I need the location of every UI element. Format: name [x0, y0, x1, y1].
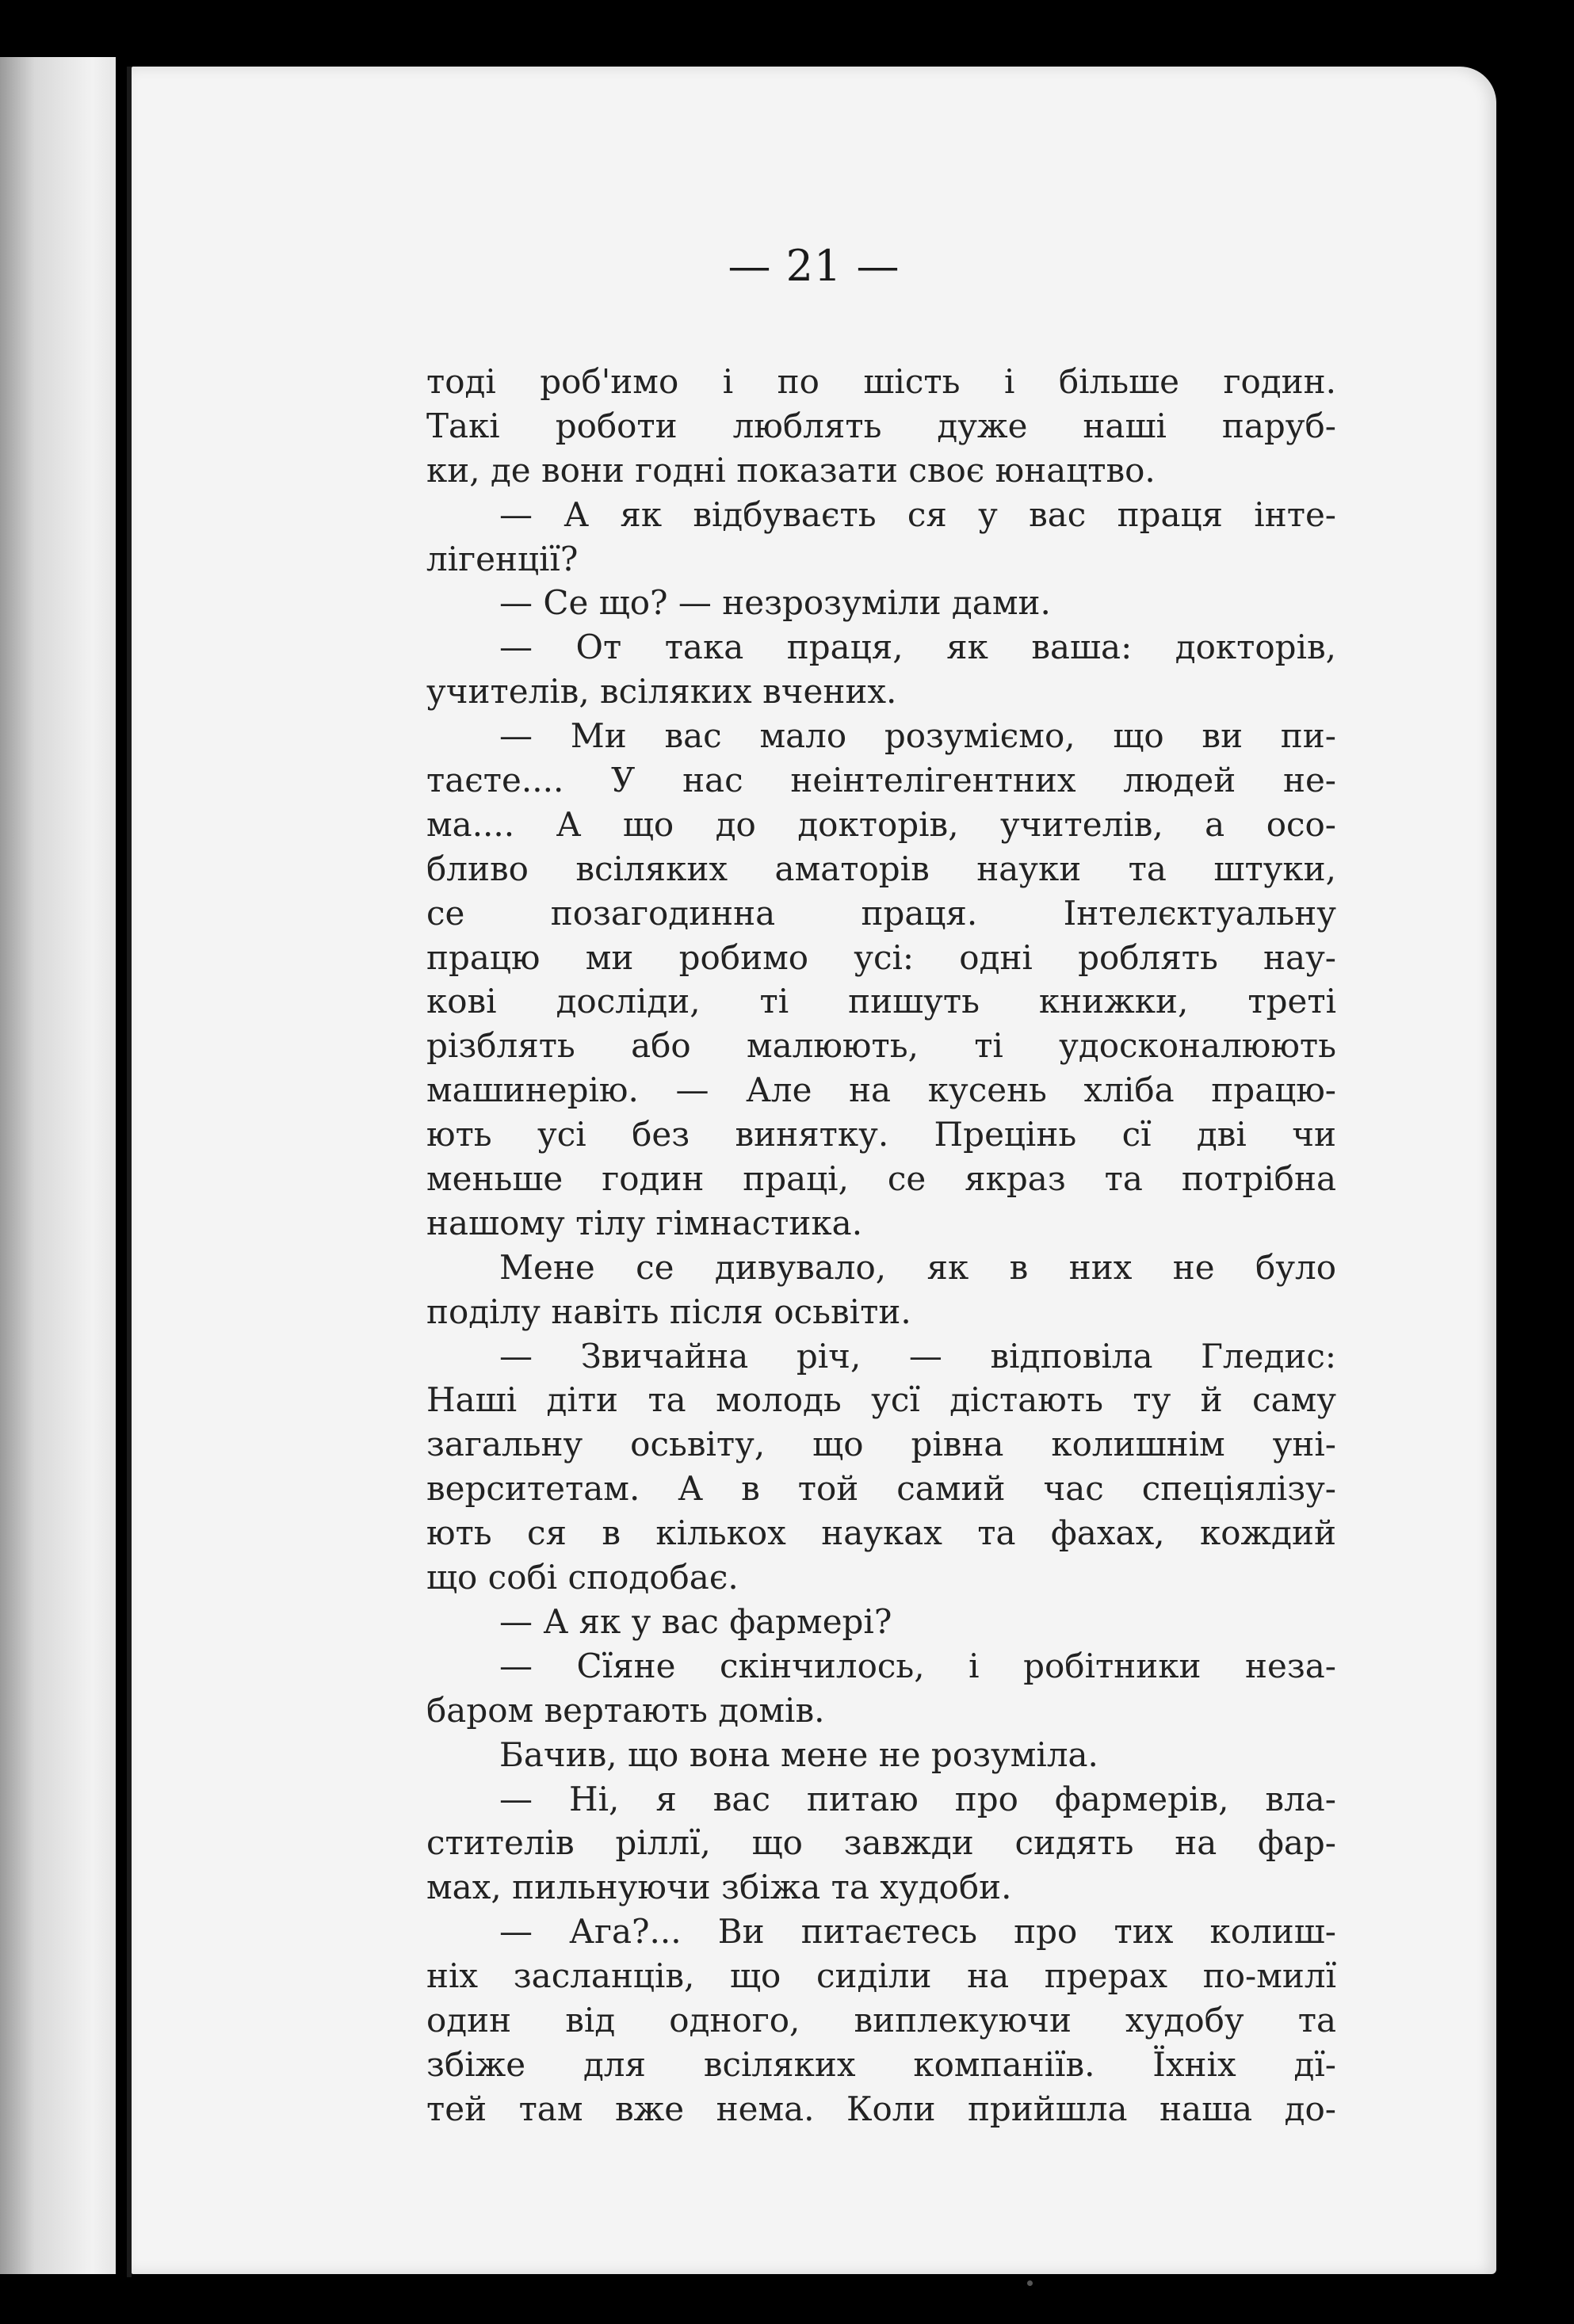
text-line: — Ми вас мало розуміємо, що ви пи- — [499, 716, 1336, 756]
text-line: нашому тілу гімнастика. — [426, 1203, 863, 1242]
text-line: тоді роб'имо і по шість і більше годин. — [426, 362, 1336, 401]
text-line: бливо всіляких аматорів науки та штуки, — [426, 849, 1336, 888]
text-line: ки, де вони годні показати своє юнацтво. — [426, 450, 1156, 490]
text-line: баром вертають домів. — [426, 1690, 825, 1730]
text-line: поділу навіть після осьвіти. — [426, 1292, 911, 1331]
text-line: машинерію. — Але на кусень хліба працю- — [426, 1070, 1336, 1110]
text-line: ніх засланців, що сиділи на прерах по-милї — [426, 1956, 1336, 1996]
text-line: учителів, всіляких вчених. — [426, 672, 897, 712]
text-line: меньше годин праці, се якраз та потрібна — [426, 1159, 1336, 1199]
page-number: — 21 — — [728, 241, 900, 291]
text-line: ма.... А що до докторів, учителів, а осо- — [426, 804, 1336, 844]
text-line: Такі роботи люблять дуже наші паруб- — [426, 406, 1336, 445]
text-line: — Звичайна річ, — відповіла Гледис: — [499, 1336, 1336, 1376]
text-line: — Ага?... Ви питаєтесь про тих колиш- — [499, 1912, 1336, 1952]
text-line: — Ні, я вас питаю про фармерів, вла- — [499, 1779, 1336, 1818]
text-line: — Се що? — незрозуміли дами. — [499, 583, 1051, 623]
text-line: ють ся в кількох науках та фахах, кождий — [426, 1513, 1336, 1553]
text-line: Мене се дивувало, як в них не було — [499, 1247, 1336, 1287]
text-line: таєте.... У нас неінтелігентних людей не- — [426, 761, 1336, 800]
previous-page-edge — [0, 57, 116, 2274]
text-line: стителів ріллї, що завжди сидять на фар- — [426, 1823, 1336, 1863]
text-line: — От така праця, як ваша: докторів, — [499, 628, 1336, 667]
text-line: ють усі без винятку. Прецінь сї дві чи — [426, 1115, 1336, 1154]
text-line: — А як відбуваєть ся у вас праця інте- — [499, 494, 1336, 534]
text-line: лігенції? — [426, 539, 579, 578]
page-text — [426, 360, 1336, 2131]
text-line: — Сїяне скінчилось, і робітники неза- — [499, 1646, 1336, 1685]
book-page — [132, 67, 1496, 2274]
text-line: що собі сподобає. — [426, 1558, 739, 1597]
text-line: збіже для всіляких компаніїв. Їхніх дї- — [426, 2044, 1336, 2084]
text-line: кові досліди, ті пишуть книжки, треті — [426, 982, 1336, 1021]
text-line: працю ми робимо усі: одні роблять нау- — [426, 937, 1336, 977]
text-line: один від одного, виплекуючи худобу та — [426, 2000, 1336, 2040]
text-line: — А як у вас фармері? — [499, 1601, 892, 1641]
text-line: верситетам. А в той самий час спеціялізу- — [426, 1469, 1336, 1509]
text-line: мах, пильнуючи збіжа та худоби. — [426, 1868, 1012, 1907]
text-line: Бачив, що вона мене не розуміла. — [499, 1734, 1098, 1774]
text-line: загальну осьвіту, що рівна колишнім уні- — [426, 1425, 1336, 1464]
print-speck — [1027, 2280, 1033, 2286]
text-line: Наші діти та молодь усї дістають ту й саму — [426, 1380, 1336, 1420]
text-line: се позагодинна праця. Інтелєктуальну — [426, 893, 1336, 933]
text-line: тей там вже нема. Коли прийшла наша до- — [426, 2089, 1336, 2128]
text-line: різблять або малюють, ті удосконалюють — [426, 1026, 1336, 1066]
